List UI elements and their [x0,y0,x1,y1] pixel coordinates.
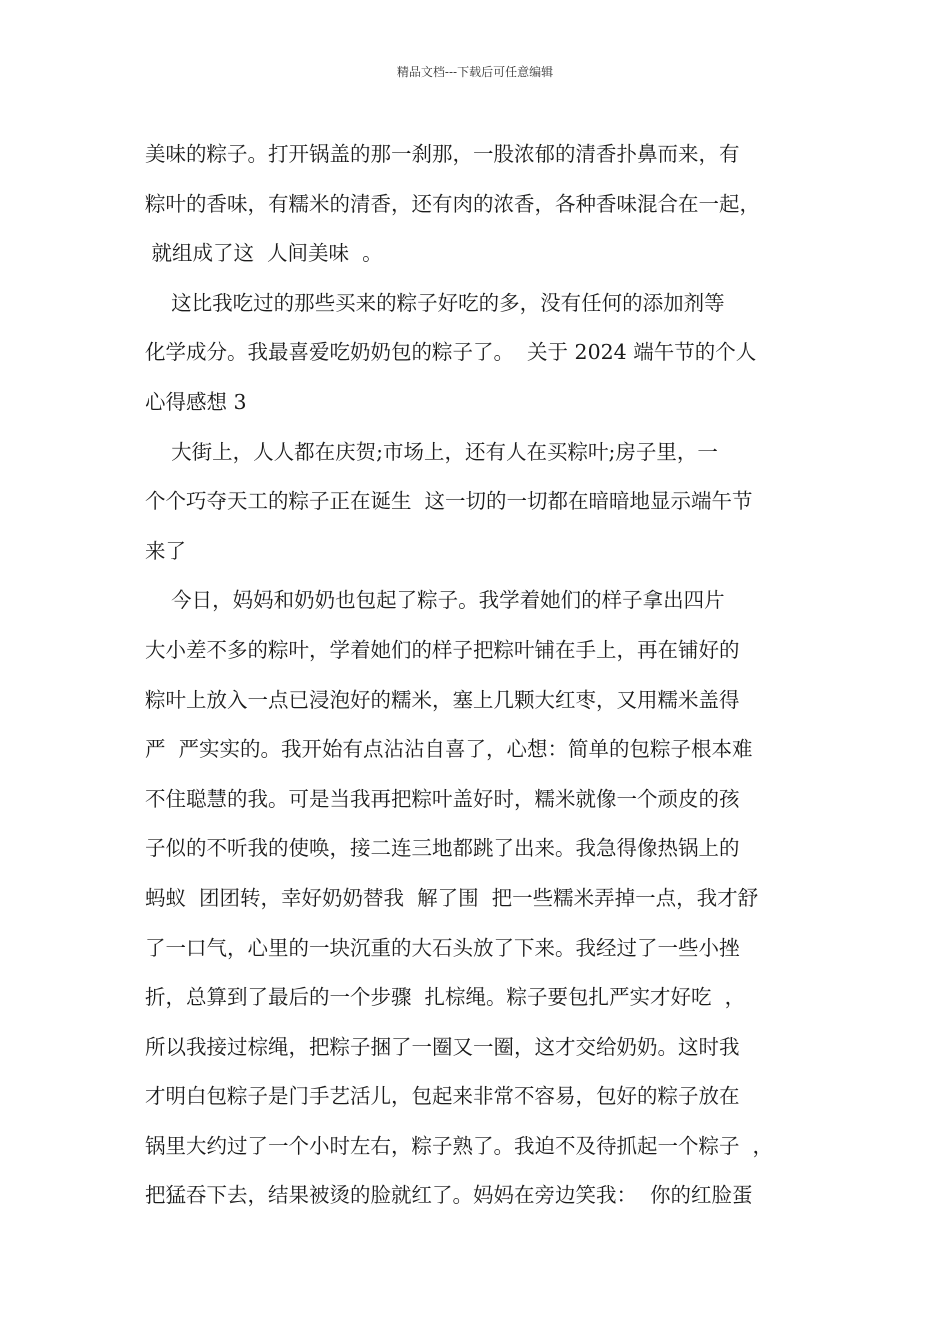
text-line: 所以我接过棕绳，把粽子捆了一圈又一圈，这才交给奶奶。这时我 [145,1034,740,1059]
text-line: 大小差不多的粽叶，学着她们的样子把粽叶铺在手上，再在铺好的 [145,637,740,662]
text-line: 子似的不听我的使唤，接二连三地都跳了出来。我急得像热锅上的 [145,836,740,861]
text-line: 了一口气，心里的一块沉重的大石头放了下来。我经过了一些小挫 [145,935,740,960]
text-line: 化学成分。我最喜爱吃奶奶包的粽子了。 关于 2024 端午节的个人 [145,340,757,365]
text-line: 大街上，人人都在庆贺;市场上，还有人在买粽叶;房子里，一 [145,439,718,464]
text-line: 锅里大约过了一个小时左右，粽子熟了。我迫不及待抓起一个粽子 ， [145,1133,774,1158]
text-line: 粽叶的香味，有糯米的清香，还有肉的浓香，各种香味混合在一起， [145,191,760,216]
text-line: 个个巧夺天工的粽子正在诞生 这一切的一切都在暗暗地显示端午节 [145,489,753,514]
text-line: 美味的粽子。打开锅盖的那一刹那，一股浓郁的清香扑鼻而来，有 [145,142,740,166]
text-line: 折，总算到了最后的一个步骤 扎棕绳。粽子要包扎严实才好吃 ， [145,985,746,1010]
text-line: 把猛吞下去，结果被烫的脸就红了。妈妈在旁边笑我： 你的红脸蛋 [145,1183,753,1208]
page-header: 精品文档---下载后可任意编辑 [396,65,554,79]
text-line: 粽叶上放入一点已浸泡好的糯米，塞上几颗大红枣，又用糯米盖得 [145,687,740,712]
text-line: 心得感想 3 [145,389,247,414]
text-line: 严 严实实的。我开始有点沾沾自喜了，心想：简单的包粽子根本难 [145,737,753,762]
text-line: 这比我吃过的那些买来的粽子好吃的多，没有任何的添加剂等 [145,290,725,315]
text-line: 今日，妈妈和奶奶也包起了粽子。我学着她们的样子拿出四片 [145,588,725,613]
text-line: 不住聪慧的我。可是当我再把粽叶盖好时，糯米就像一个顽皮的孩 [145,786,740,811]
text-line: 来了 [145,538,186,563]
text-line: 才明白包粽子是门手艺活儿，包起来非常不容易，包好的粽子放在 [145,1084,740,1109]
text-line: 就组成了这 人间美味 。 [145,241,383,266]
text-line: 蚂蚁 团团转，幸好奶奶替我 解了围 把一些糯米弄掉一点，我才舒 [145,885,759,910]
document-body [145,130,825,1221]
